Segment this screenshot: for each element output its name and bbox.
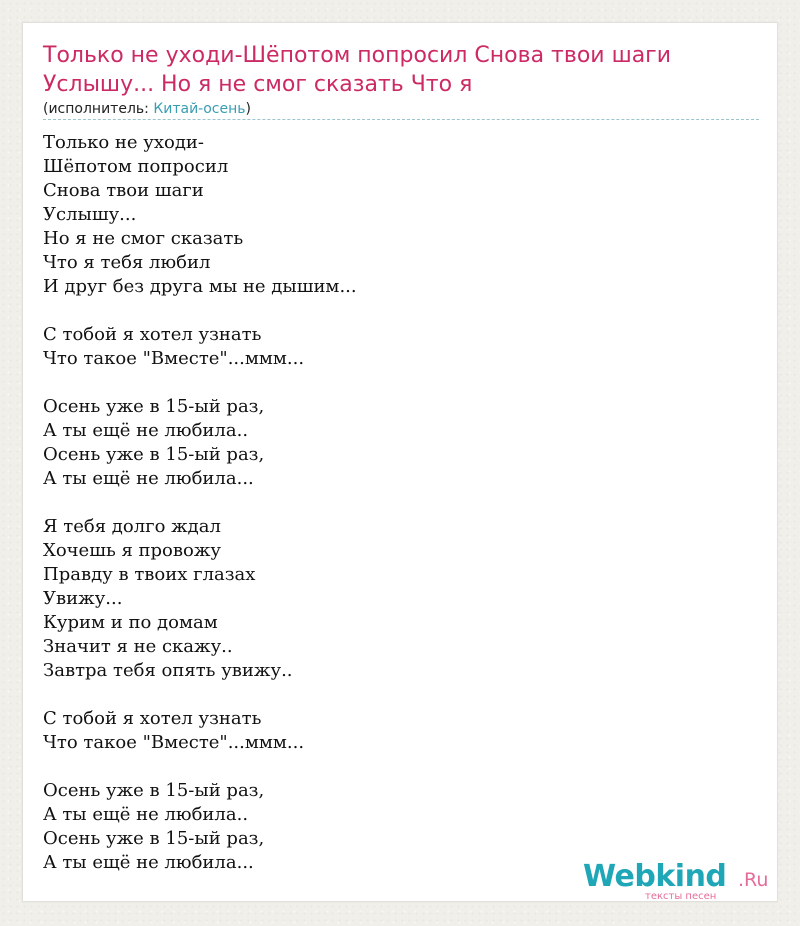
- title-divider: [43, 119, 759, 120]
- lyric-line: С тобой я хотел узнать: [43, 708, 262, 729]
- lyric-line: Осень уже в 15-ый раз,: [43, 396, 265, 417]
- lyric-line: Осень уже в 15-ый раз,: [43, 780, 265, 801]
- performer-link[interactable]: Китай-осень: [153, 101, 246, 117]
- lyrics-card: [22, 22, 778, 902]
- song-title: Только не уходи-Шёпотом попросил Снова твои шаги Услышу... Но я не смог сказать Что я: [43, 43, 672, 97]
- lyrics-text: [43, 131, 357, 875]
- lyric-line: [43, 299, 357, 323]
- performer-line: [43, 100, 251, 118]
- logo-tagline: тексты песен: [645, 891, 717, 902]
- lyric-line: Завтра тебя опять увижу..: [43, 660, 293, 681]
- lyric-line: А ты ещё не любила...: [43, 468, 254, 489]
- lyric-line: Курим и по домам: [43, 612, 218, 633]
- logo-domain-suffix: .Ru: [738, 869, 769, 891]
- performer-prefix: (исполнитель:: [43, 101, 154, 117]
- lyric-line: И друг без друга мы не дышим...: [43, 276, 357, 297]
- lyric-line: Что такое "Вместе"...ммм...: [43, 732, 305, 753]
- logo-wordmark: Webkind: [583, 859, 727, 894]
- lyric-line: А ты ещё не любила...: [43, 852, 254, 873]
- lyric-line: Осень уже в 15-ый раз,: [43, 444, 265, 465]
- lyric-line: [43, 683, 357, 707]
- lyric-line: Правду в твоих глазах: [43, 564, 256, 585]
- lyric-line: Я тебя долго ждал: [43, 516, 221, 537]
- lyric-line: Увижу...: [43, 588, 123, 609]
- lyric-line: С тобой я хотел узнать: [43, 324, 262, 345]
- lyric-line: Значит я не скажу..: [43, 636, 233, 657]
- lyric-line: А ты ещё не любила..: [43, 804, 249, 825]
- lyric-line: Снова твои шаги: [43, 180, 204, 201]
- lyric-line: Но я не смог сказать: [43, 228, 244, 249]
- lyric-line: А ты ещё не любила..: [43, 420, 249, 441]
- performer-suffix: ): [245, 101, 251, 117]
- lyric-line: [43, 491, 357, 515]
- lyric-line: Что такое "Вместе"...ммм...: [43, 348, 305, 369]
- lyric-line: [43, 755, 357, 779]
- lyric-line: Хочешь я провожу: [43, 540, 222, 561]
- lyric-line: Осень уже в 15-ый раз,: [43, 828, 265, 849]
- lyric-line: [43, 371, 357, 395]
- site-logo[interactable]: [583, 859, 773, 903]
- lyric-line: Что я тебя любил: [43, 252, 211, 273]
- lyric-line: Услышу...: [43, 204, 137, 225]
- lyric-line: Шёпотом попросил: [43, 156, 229, 177]
- lyric-line: Только не уходи-: [43, 132, 204, 153]
